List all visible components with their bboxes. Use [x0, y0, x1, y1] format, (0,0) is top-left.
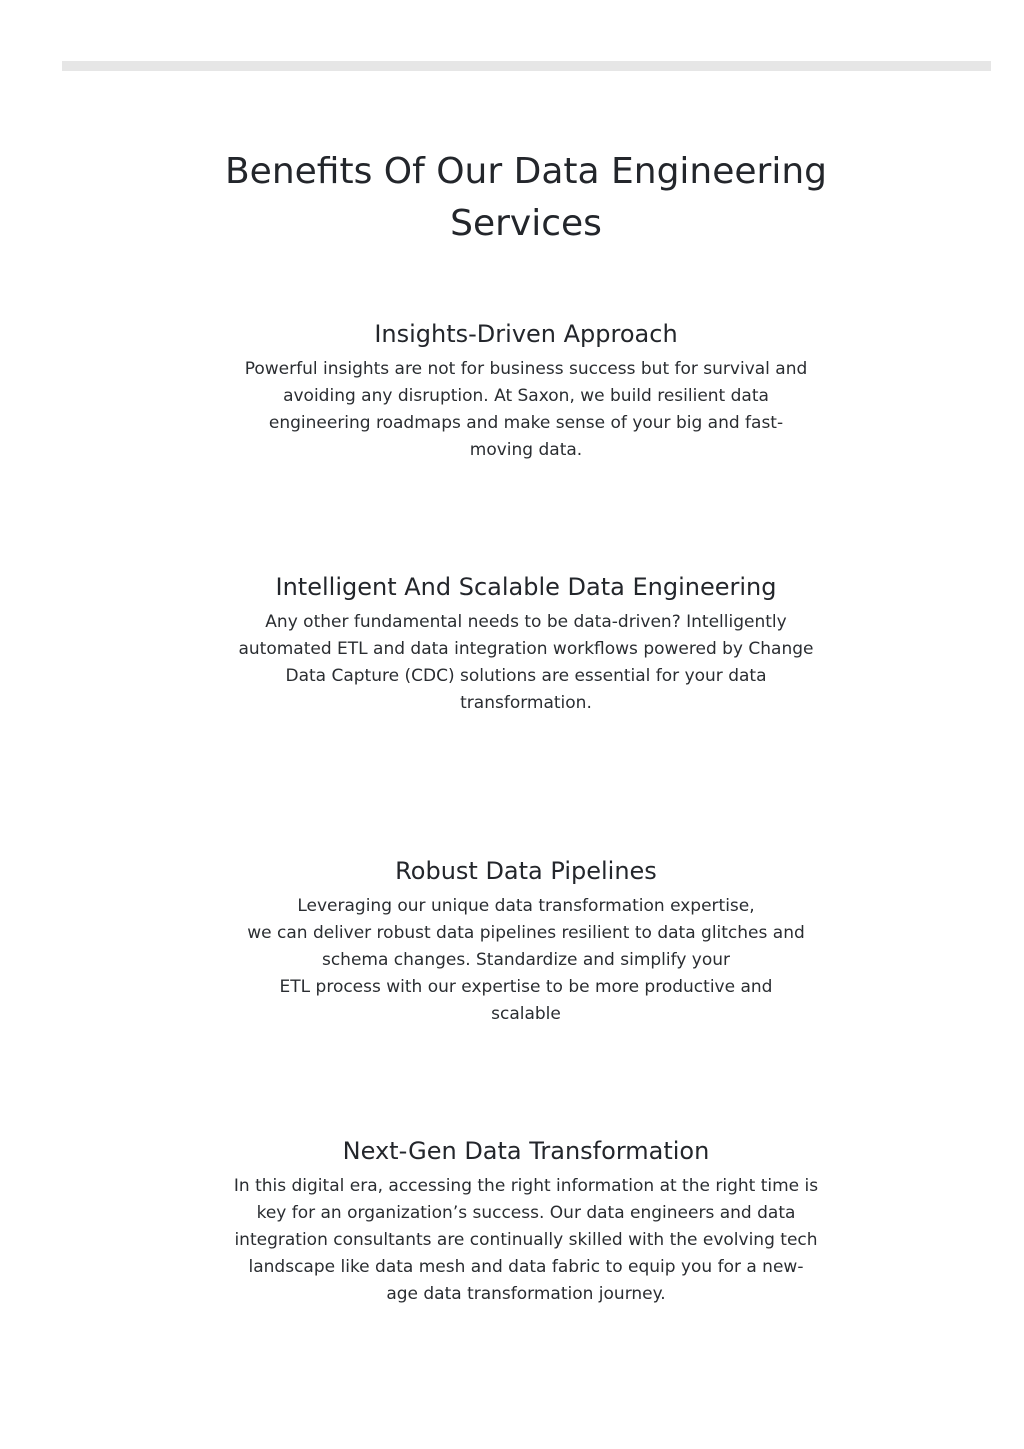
page-title-line: Services [450, 203, 602, 244]
description-line: transformation. [460, 693, 592, 713]
page-title [212, 146, 840, 250]
description-line: schema changes. Standardize and simplify your [321, 950, 731, 970]
benefit-heading: Insights-Driven Approach [374, 320, 678, 348]
description-line: key for an organization’s success. Our data engineers and data [256, 1203, 796, 1223]
description-line: moving data. [469, 440, 583, 460]
description-line: landscape like data mesh and data fabric to equip you for a new- [248, 1257, 804, 1277]
benefit-intelligent-scalable-data-engineering [212, 571, 840, 717]
description-line: we can deliver robust data pipelines resilient to data glitches and [247, 923, 805, 943]
page-title-line: Benefits Of Our Data Engineering [224, 151, 828, 192]
description-line: Powerful insights are not for business success but for survival and [244, 359, 808, 379]
benefit-description [212, 1173, 840, 1308]
description-line: engineering roadmaps and make sense of your big and fast- [268, 413, 784, 433]
description-line: automated ETL and data integration workflows powered by Change [238, 639, 814, 659]
description-line: avoiding any disruption. At Saxon, we build resilient data [283, 386, 769, 406]
description-line: scalable [491, 1004, 561, 1024]
description-line: In this digital era, accessing the right information at the right time is [233, 1176, 819, 1196]
description-line: Leveraging our unique data transformation expertise, [297, 896, 755, 916]
benefit-robust-data-pipelines [212, 855, 840, 1028]
benefit-heading: Intelligent And Scalable Data Engineering [275, 573, 777, 601]
benefit-description [212, 356, 840, 464]
benefit-insights-driven-approach [212, 318, 840, 464]
description-line: age data transformation journey. [386, 1284, 666, 1304]
description-line: Any other fundamental needs to be data-driven? Intelligently [265, 612, 787, 632]
description-line: Data Capture (CDC) solutions are essential for your data [285, 666, 767, 686]
benefit-description [212, 893, 840, 1028]
description-line: integration consultants are continually skilled with the evolving tech [234, 1230, 818, 1250]
benefit-heading: Robust Data Pipelines [395, 857, 657, 885]
benefit-description [212, 609, 840, 717]
top-divider-bar [62, 61, 991, 71]
benefit-heading: Next-Gen Data Transformation [342, 1137, 710, 1165]
benefit-next-gen-data-transformation [212, 1135, 840, 1308]
description-line: ETL process with our expertise to be more productive and [279, 977, 773, 997]
